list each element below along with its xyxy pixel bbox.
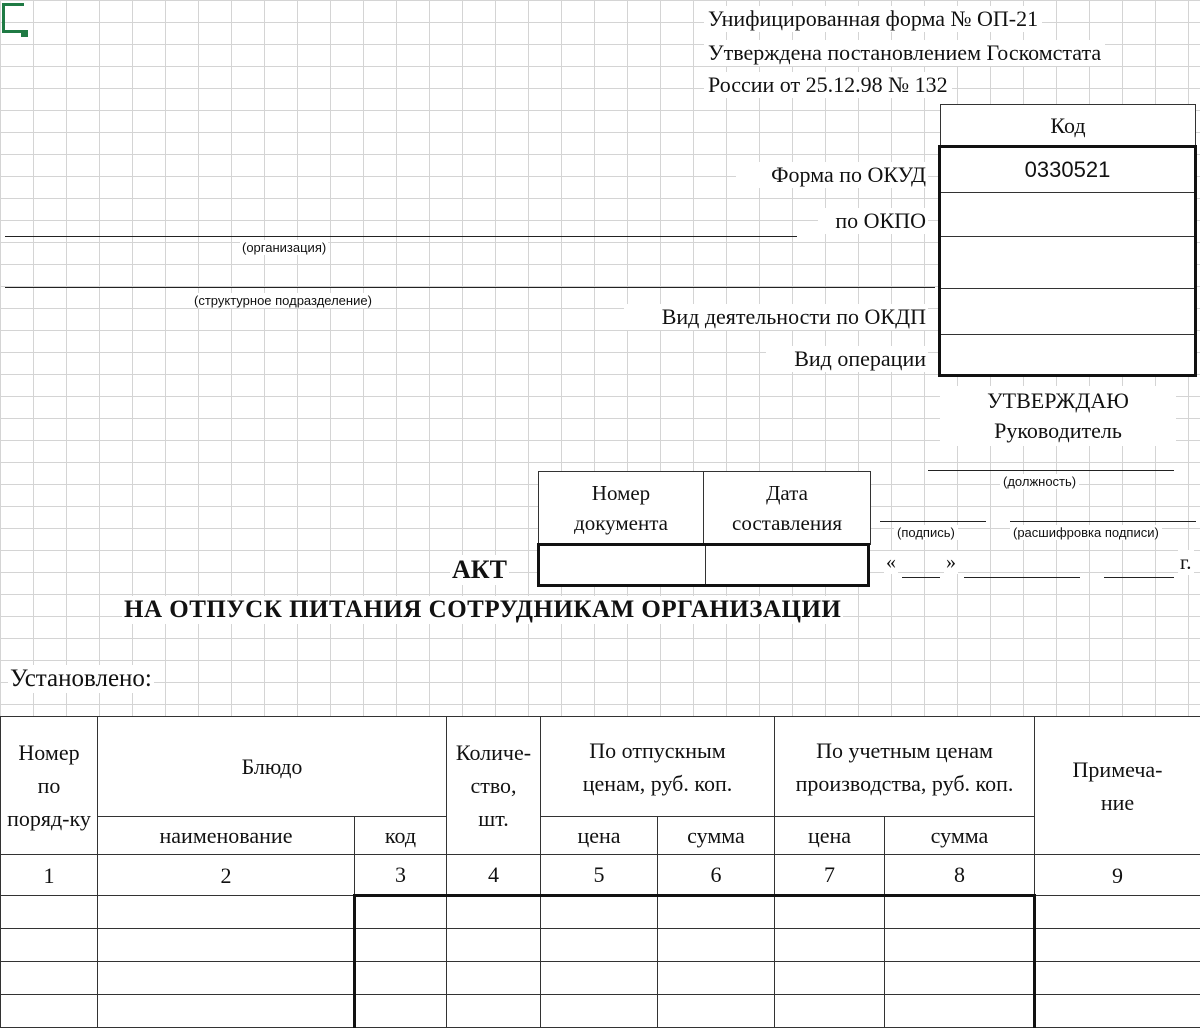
- table-cell[interactable]: [885, 929, 1035, 962]
- table-cell[interactable]: [1035, 995, 1200, 1028]
- table-cell[interactable]: [1035, 896, 1200, 929]
- main-table: [0, 716, 1200, 1028]
- table-cell[interactable]: [1, 995, 98, 1028]
- col-header-sale-price: цена: [541, 817, 658, 855]
- code-box: [938, 145, 1197, 377]
- table-cell[interactable]: [885, 995, 1035, 1028]
- year-suffix: г.: [1178, 550, 1194, 575]
- organization-line[interactable]: [5, 236, 797, 237]
- doc-values-box: [537, 543, 870, 587]
- table-cell[interactable]: [658, 995, 775, 1028]
- table-row: [1, 995, 1200, 1028]
- table-cell[interactable]: [775, 962, 885, 995]
- date-day-line[interactable]: [902, 577, 940, 578]
- col-header-sale-prices: По отпускным ценам, руб. коп.: [541, 717, 775, 817]
- form-header-line3: России от 25.12.98 № 132: [704, 72, 952, 98]
- position-line[interactable]: [928, 470, 1174, 471]
- table-cell[interactable]: [775, 929, 885, 962]
- code-header: Код: [940, 104, 1196, 146]
- okpo-label: по ОКПО: [818, 208, 928, 234]
- table-cell[interactable]: [98, 929, 355, 962]
- table-cell[interactable]: [447, 995, 541, 1028]
- col-number: 5: [541, 855, 658, 896]
- table-cell[interactable]: [98, 896, 355, 929]
- operation-label: Вид операции: [766, 346, 928, 372]
- col-number: 2: [98, 855, 355, 896]
- cell-selection-handle[interactable]: [21, 30, 28, 37]
- col-header-acc-price: цена: [775, 817, 885, 855]
- table-cell[interactable]: [447, 896, 541, 929]
- table-cell[interactable]: [355, 962, 447, 995]
- col-number: 8: [885, 855, 1035, 896]
- col-header-note: Примеча-ние: [1035, 717, 1200, 855]
- doc-date-value[interactable]: [707, 546, 867, 584]
- act-title: АКТ: [450, 555, 509, 585]
- table-cell[interactable]: [658, 896, 775, 929]
- table-cell[interactable]: [775, 896, 885, 929]
- signature-caption: (подпись): [894, 525, 958, 540]
- department-caption: (структурное подразделение): [192, 293, 374, 308]
- col-header-acc-prices: По учетным ценам производства, руб. коп.: [775, 717, 1035, 817]
- table-cell[interactable]: [1035, 929, 1200, 962]
- approval-block: [940, 386, 1176, 446]
- col-header-sale-sum: сумма: [658, 817, 775, 855]
- position-caption: (должность): [1000, 474, 1079, 489]
- col-header-dish: Блюдо: [98, 717, 447, 817]
- doc-number-header: Номер документа: [538, 471, 704, 545]
- col-header-dish-name: наименование: [98, 817, 355, 855]
- date-month-line[interactable]: [964, 577, 1080, 578]
- operation-code-value[interactable]: [941, 334, 1194, 374]
- table-cell[interactable]: [541, 995, 658, 1028]
- table-cell[interactable]: [1, 896, 98, 929]
- date-year-line[interactable]: [1104, 577, 1174, 578]
- table-cell[interactable]: [541, 929, 658, 962]
- quote-close: »: [944, 551, 958, 574]
- col-number: 3: [355, 855, 447, 896]
- table-cell[interactable]: [447, 929, 541, 962]
- table-cell[interactable]: [658, 962, 775, 995]
- table-row: [1, 896, 1200, 929]
- cell-selection-marker: [2, 3, 24, 33]
- okdp-label: Вид деятельности по ОКДП: [624, 304, 928, 330]
- table-row: [1, 962, 1200, 995]
- col-number: 9: [1035, 855, 1200, 896]
- table-cell[interactable]: [885, 962, 1035, 995]
- table-cell[interactable]: [355, 929, 447, 962]
- table-cell[interactable]: [98, 995, 355, 1028]
- head-label: Руководитель: [940, 416, 1176, 446]
- col-header-number: Номер по поряд-ку: [1, 717, 98, 855]
- table-cell[interactable]: [541, 896, 658, 929]
- department-line[interactable]: [5, 287, 935, 288]
- form-header-line1: Унифицированная форма № ОП-21: [704, 6, 1042, 32]
- col-header-dish-code: код: [355, 817, 447, 855]
- okud-label: Форма по ОКУД: [736, 162, 928, 188]
- table-cell[interactable]: [541, 962, 658, 995]
- table-cell[interactable]: [98, 962, 355, 995]
- table-cell[interactable]: [355, 896, 447, 929]
- table-cell[interactable]: [1, 929, 98, 962]
- organization-caption: (организация): [240, 240, 328, 255]
- table-cell[interactable]: [658, 929, 775, 962]
- doc-date-header: Дата составления: [703, 471, 871, 545]
- table-cell[interactable]: [447, 962, 541, 995]
- act-subtitle: НА ОТПУСК ПИТАНИЯ СОТРУДНИКАМ ОРГАНИЗАЦИИ: [122, 596, 843, 624]
- quote-open: «: [884, 551, 898, 574]
- col-header-quantity: Количе-ство, шт.: [447, 717, 541, 855]
- established-label: Установлено:: [8, 665, 154, 693]
- signature-decoding-caption: (расшифровка подписи): [1010, 525, 1162, 540]
- department-code-value[interactable]: [941, 236, 1194, 288]
- col-number: 7: [775, 855, 885, 896]
- col-number: 1: [1, 855, 98, 896]
- table-cell[interactable]: [355, 995, 447, 1028]
- okpo-code-value[interactable]: [941, 192, 1194, 236]
- signature-line[interactable]: [880, 521, 986, 522]
- okdp-code-value[interactable]: [941, 288, 1194, 334]
- signature-decoding-line[interactable]: [1010, 521, 1196, 522]
- table-cell[interactable]: [775, 995, 885, 1028]
- doc-number-value[interactable]: [540, 546, 704, 584]
- table-row: [1, 929, 1200, 962]
- col-number: 4: [447, 855, 541, 896]
- col-header-acc-sum: сумма: [885, 817, 1035, 855]
- table-cell[interactable]: [885, 896, 1035, 929]
- col-number: 6: [658, 855, 775, 896]
- table-cell[interactable]: [1035, 962, 1200, 995]
- table-cell[interactable]: [1, 962, 98, 995]
- form-header-line2: Утверждена постановлением Госкомстата: [704, 40, 1105, 66]
- approve-label: УТВЕРЖДАЮ: [940, 386, 1176, 416]
- okud-code-value[interactable]: 0330521: [941, 148, 1194, 192]
